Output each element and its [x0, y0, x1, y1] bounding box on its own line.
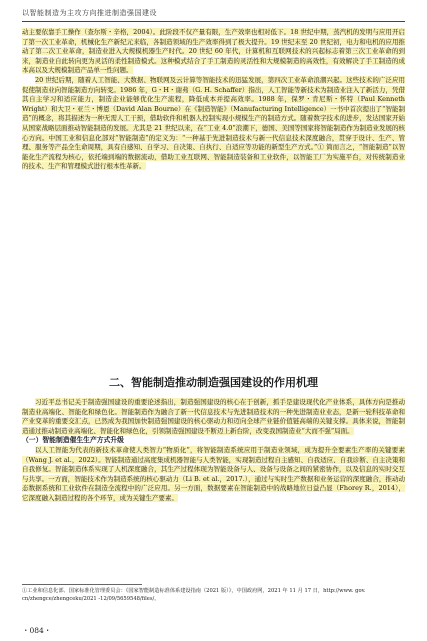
running-header: 以智能制造为主攻方向推进制造强国建设 — [22, 9, 157, 17]
section-heading: 二、智能制造推动制造强国建设的作用机理 — [109, 376, 318, 389]
footnote-rule — [22, 584, 142, 585]
top-paragraphs — [22, 28, 405, 172]
body-paragraph — [22, 446, 405, 504]
body-paragraph — [22, 398, 405, 436]
subsection-heading: （一）智能制造催生生产方式升级 — [22, 436, 124, 445]
header-rule — [22, 21, 405, 22]
page-number: ・084・ — [22, 626, 52, 635]
highlighted-text: 动主要依靠手工操作（查尔斯・辛格，2004）。此阶段不仅产量有限，生产效率也相对低下。18 世纪中期，蒸汽机的发明与应用开启了第一次工业革命，机械化生产新纪元来临，各制造领域的生产效率得到了极大提升。19 世纪末至 20 世纪初，电力和电机的应用推动了第二次工业革命，制造业进入大规模机器生产时代。20 世纪 60 年代，计算机和互联网技术的兴起标志着第三次工业革命的到来，制造业自此转向更为灵活的柔性制造模式。这种模式结合了手工制造的灵活性和大规模制造的高效性，有效解决了手工制造的成本高以及大规模制造产品单一性问题。 — [22, 28, 405, 75]
highlighted-text: 以人工智能为代表的新技术革命使人类智力“物质化”，将智能制造系统应用于制造业领域，成为提升全要素生产率的关键要素（Wang J. et al.，2022）。智能制造通过高度集成机器智能与人类智能，实现制造过程自主感知、自我适应、自我诊断、自主决策和自我修复。智能制造体系实现了人机深度融合，其生产过程体现为智能设备与人、设备与设备之间的紧密协作，以及信息的实时交互与共享。一方面，智能技术作为制造系统的核心驱动力（Li B. et al.，2017.），通过与实时生产数据和业务运营的深度融合，推动动态数据系统和工业软件在制造全流程中的广泛应用。另一方面，数据要素在智能制造中的战略地位日益凸显（Fhorey R.，2014），它深度融入制造过程的各个环节，成为关键生产要素。 — [22, 445, 405, 502]
middle-paragraph-block — [22, 398, 405, 504]
highlighted-text: 20 世纪后期，随着人工智能、大数据、物联网及云计算等智能技术的迅猛发展，第四次工业革命浪潮兴起。这些技术的广泛应用促使制造业向智能制造方向转变。1986 年，G・H・谢弗（G. H. Schaffer）指出，人工智能等新技术为制造业注入了新活力，凭借其自主学习和适应能力，制造企业能够优化生产流程，降低成本并提高效率。1988 年，保罗・肯尼斯・怀特（Paul Kenneth Wright）和大卫・亚兰・博恩（David Alan Bourne）在《制造智能》（Manufacturing Intelligence）一书中首次提出了“智能制造”的概念，将其描述为一种无需人工干预，借助软件和机器人控制实现小规模生产的制造方式。随着数字技术的进步，发达国家开始从国家战略层面推动智能制造的发展。尤其是 21 世纪以来，在“工业 4.0”浪潮下，德国、美国等国家将智能制造作为制造业发展的核心方向。中国工业和信息化部对“智能制造”的定义为：“一种基于先进制造技术与新一代信息技术深度融合，贯穿于设计、生产、管理、服务等产品全生命周期，具有自感知、自学习、自决策、自执行、自适应等功能的新型生产方式。”① 简而言之，“智能制造”以智能化生产流程为核心，依托端到端的数据流动，借助工业互联网、智能制造装备和工业软件，以智能工厂为实施平台，对传统制造业的技术、生产和管理模式进行根本性革新。 — [22, 75, 405, 171]
highlighted-text: 习近平总书记关于制造强国建设的重要论述指出，制造强国建设的核心在于创新，抓手是建设现代化产业体系，具体方向是推动制造业高端化、智能化和绿色化。智能制造作为融合了新一代信息技术与先进制造技术的一种先进制造业业态，是新一轮科技革命和产业变革的重要交汇点，已然成为我国加快制造强国建设的核心驱动力和迈向全球产业链价值链高端的关键支撑。具体来说，智能制造通过推动制造业高端化、智能化和绿色化，引领制造强国建设不断迈上新台阶，改变我国制造业“大而不强”局面。 — [22, 398, 405, 435]
body-paragraph — [22, 28, 405, 76]
body-paragraph — [22, 76, 405, 172]
footnote: ①工业和信息化部、国家标准化管理委员会：《国家智能制造标准体系建设指南（2021 版）》，中国政府网，2021 年 11 月 17 日，http://www. gov. cn/zhengce/zhengceku/2021 -12/09/5659548/files/。 — [22, 588, 366, 602]
